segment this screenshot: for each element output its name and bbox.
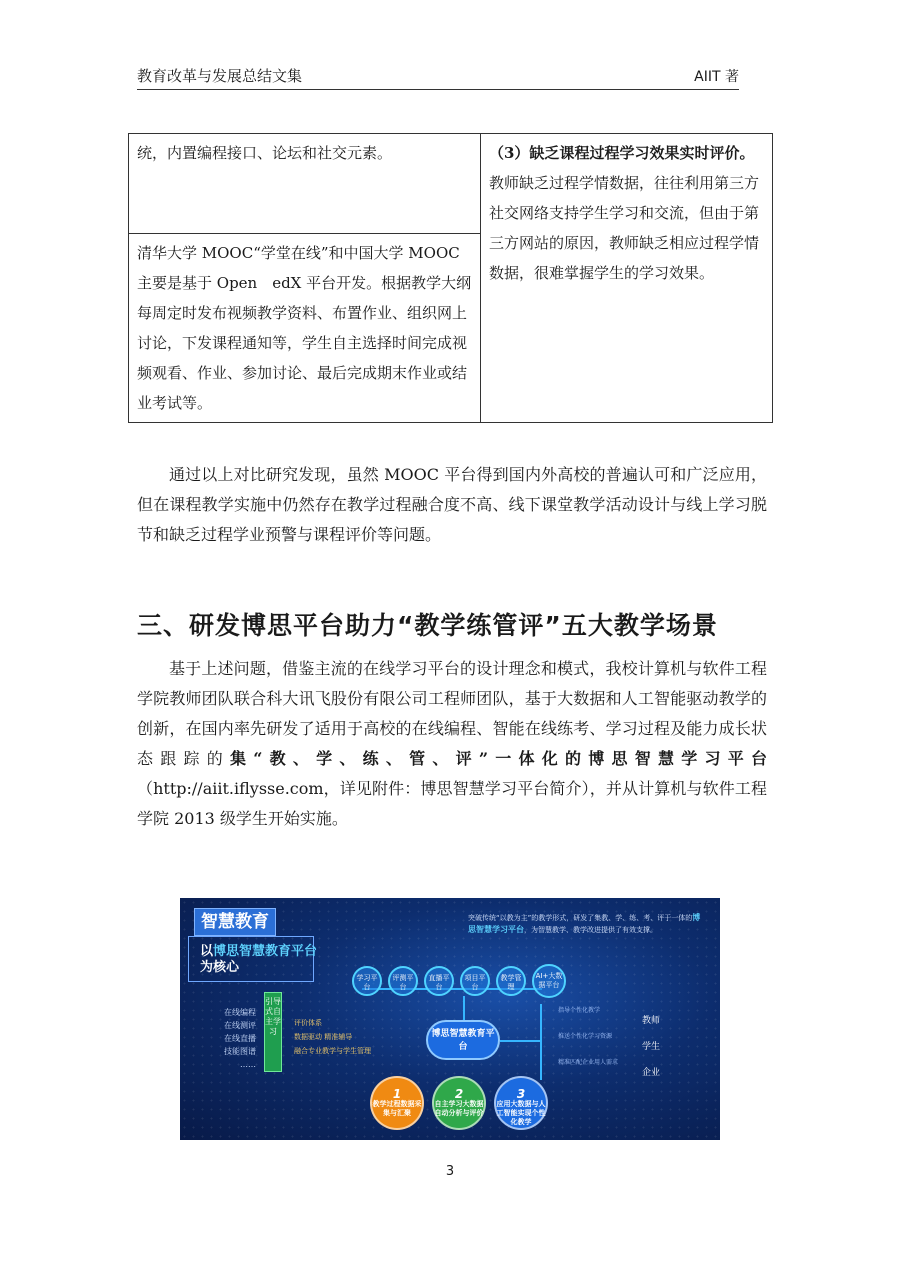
connector-line	[540, 1004, 542, 1080]
platform-figure	[180, 898, 720, 1140]
paragraph-bold-text: 集“教、学、练、管、评”一体化的博思智慧学习平台	[229, 749, 767, 768]
figure-description: 突破传统“以教为主”的教学形式，研发了集教、学、练、考、评于一体的博思智慧学习平台，为智慧教学、教学改进提供了有效支撑。	[468, 913, 701, 934]
paragraph-text: 基于上述问题，借鉴主流的在线学习平台的设计理念和模式，我校计算机与软件工程学院教师团队联合科大讯飞股份有限公司工程师团队，基于大数据和人工智能驱动教学的创新，在国内率先研发了适用于高校的在线编程、智能在线练考、学习过程及能力成长状态跟踪的	[137, 659, 767, 768]
benefit-tags: 指导个性化教学 推送个性化学习资源 精准匹配企业用人需求	[558, 1007, 619, 1066]
middle-feature-list: 评价体系 数据驱动 精准辅导 融合专业教学与学生管理	[294, 1019, 371, 1055]
cell-body: 教师缺乏过程学情数据，往往利用第三方社交网络支持学生学习和交流，但由于第三方网站的原因，教师缺乏相应过程学情数据，很难掌握学生的学习效果。	[489, 174, 760, 282]
table-cell: 清华大学 MOOC“学堂在线”和中国大学 MOOC 主要是基于 Open edX 平台开发。根据教学大纲每周定时发布视频教学资料、布置作业、组织网上讨论，下发课程通知等，学生自主选择时间完成视频观看、作业、参加讨论、最后完成期末作业或结业考试等。	[129, 234, 481, 423]
paragraph	[137, 654, 767, 834]
table-cell: 统，内置编程接口、论坛和社交元素。	[129, 134, 481, 234]
left-feature-list: 在线编程 在线测评 在线直播 技能图谱 ……	[224, 1008, 256, 1069]
figure-title: 智慧教育	[194, 908, 276, 936]
node-live-platform: 直播平台	[424, 966, 454, 996]
step-3-circle: 3 应用大数据与人工智能实现个性化教学	[494, 1076, 548, 1130]
guided-learning-bar: 引导式自主学习	[264, 992, 282, 1072]
header-author: AIIT 著	[694, 69, 739, 85]
cell-heading: （3）缺乏课程过程学习效果实时评价。	[489, 144, 755, 162]
figure-subtitle: 以博思智慧教育平台 为核心	[200, 944, 318, 975]
connector-line	[463, 996, 465, 1020]
connector-line	[500, 1040, 540, 1042]
comparison-table	[128, 133, 773, 423]
step-2-circle: 2 自主学习大数据自动分析与评价	[432, 1076, 486, 1130]
table-row	[129, 134, 773, 234]
table-cell	[481, 134, 773, 423]
paragraph-text: （http://aiit.iflysse.com，详见附件：博思智慧学习平台简介），并从计算机与软件工程学院 2013 级学生开始实施。	[137, 779, 767, 828]
page-number: 3	[445, 1164, 455, 1179]
central-platform-cloud: 博思智慧教育平台	[426, 1020, 500, 1060]
node-learning-platform: 学习平台	[352, 966, 382, 996]
page-header	[137, 66, 739, 90]
paragraph: 通过以上对比研究发现，虽然 MOOC 平台得到国内外高校的普遍认可和广泛应用，但在课程教学实施中仍然存在教学过程融合度不高、线下课堂教学活动设计与线上学习脱节和缺乏过程学业预警与课程评价等问题。	[137, 465, 767, 544]
section-heading: 三、研发博思平台助力“教学练管评”五大教学场景	[137, 611, 718, 640]
stakeholder-list: 教师 学生 企业	[642, 1016, 661, 1078]
step-1-circle: 1 教学过程数据采集与汇聚	[370, 1076, 424, 1130]
node-ai-bigdata-platform: AI+大数据平台	[532, 964, 566, 998]
header-title: 教育改革与发展总结文集	[137, 67, 303, 85]
node-project-platform: 项目平台	[460, 966, 490, 996]
node-teaching-management: 教学管理	[496, 966, 526, 996]
node-assessment-platform: 评测平台	[388, 966, 418, 996]
